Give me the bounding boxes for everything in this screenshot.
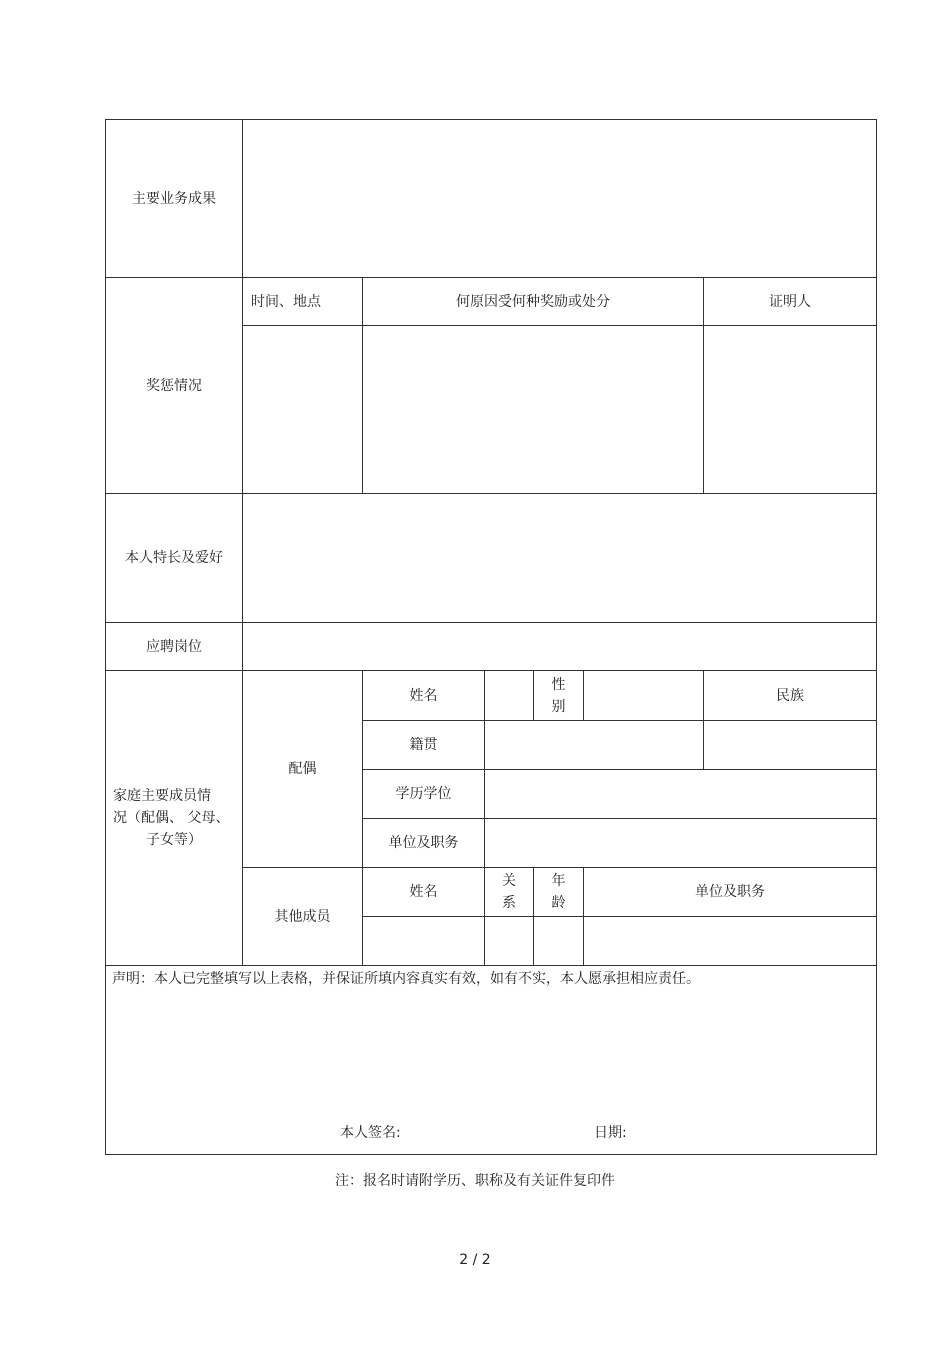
awards-col-time-place: 时间、地点 xyxy=(251,293,321,310)
others-relation-field[interactable] xyxy=(485,917,533,965)
others-name-field[interactable] xyxy=(363,917,484,965)
declaration-text: 声明：本人已完整填写以上表格，并保证所填内容真实有效，如有不实，本人愿承担相应责任。 xyxy=(112,971,700,987)
relation-label-char: 关 xyxy=(502,873,516,889)
family-label-line: 况（配偶、 父母、 xyxy=(113,810,230,826)
others-employer-field[interactable] xyxy=(584,917,876,965)
spouse-name-label: 姓名 xyxy=(409,687,438,704)
spouse-education-label: 学历学位 xyxy=(395,786,452,802)
spouse-label: 配偶 xyxy=(288,761,317,777)
position-field[interactable] xyxy=(243,623,876,670)
spouse-gender-field[interactable] xyxy=(584,671,703,720)
awards-col-witness: 证明人 xyxy=(769,293,811,310)
signature-label: 本人签名: xyxy=(340,1125,401,1141)
family-label xyxy=(106,671,242,965)
others-name-label: 姓名 xyxy=(409,884,438,900)
awards-time-place-field[interactable] xyxy=(243,326,362,493)
achievements-field[interactable] xyxy=(243,120,876,277)
spouse-ethnicity-field[interactable] xyxy=(704,721,876,769)
spouse-employer-label: 单位及职务 xyxy=(388,835,459,851)
skills-field[interactable] xyxy=(243,494,876,622)
spouse-name-field[interactable] xyxy=(485,671,533,720)
others-age-field[interactable] xyxy=(534,917,583,965)
table-border-bottom xyxy=(105,1154,877,1155)
footer-note: 注：报名时请附学历、职称及有关证件复印件 xyxy=(335,1173,615,1189)
spouse-native-place-label: 籍贯 xyxy=(409,737,438,753)
page-indicator: 2 / 2 xyxy=(459,1252,491,1268)
others-label: 其他成员 xyxy=(274,908,331,925)
age-label-char: 年 xyxy=(551,873,566,889)
spouse-gender-label xyxy=(534,671,583,720)
family-label-line: 子女等） xyxy=(146,832,202,848)
relation-label-char: 系 xyxy=(502,895,516,911)
spouse-education-field[interactable] xyxy=(485,770,876,818)
others-employer-label: 单位及职务 xyxy=(695,884,765,900)
awards-col-reason: 何原因受何种奖励或处分 xyxy=(456,293,610,310)
spouse-employer-field[interactable] xyxy=(485,819,876,867)
signature-field[interactable] xyxy=(410,1120,580,1146)
spouse-native-place-field[interactable] xyxy=(485,721,703,769)
awards-label: 奖惩情况 xyxy=(146,377,202,394)
position-label: 应聘岗位 xyxy=(146,638,202,655)
awards-reason-field[interactable] xyxy=(363,326,703,493)
date-label: 日期: xyxy=(594,1125,627,1141)
date-field[interactable] xyxy=(634,1120,834,1146)
gender-label-char: 性 xyxy=(551,676,566,693)
awards-witness-field[interactable] xyxy=(704,326,876,493)
skills-label: 本人特长及爱好 xyxy=(125,550,223,566)
age-label-char: 龄 xyxy=(551,895,566,911)
gender-label-char: 别 xyxy=(551,698,566,715)
others-age-label xyxy=(534,868,583,916)
others-relation-label xyxy=(485,868,533,916)
spouse-ethnicity-label: 民族 xyxy=(776,687,804,704)
achievements-label: 主要业务成果 xyxy=(132,190,216,207)
family-label-line: 家庭主要成员情 xyxy=(113,788,211,804)
table-border-right xyxy=(876,119,877,1155)
row-divider xyxy=(105,965,877,966)
